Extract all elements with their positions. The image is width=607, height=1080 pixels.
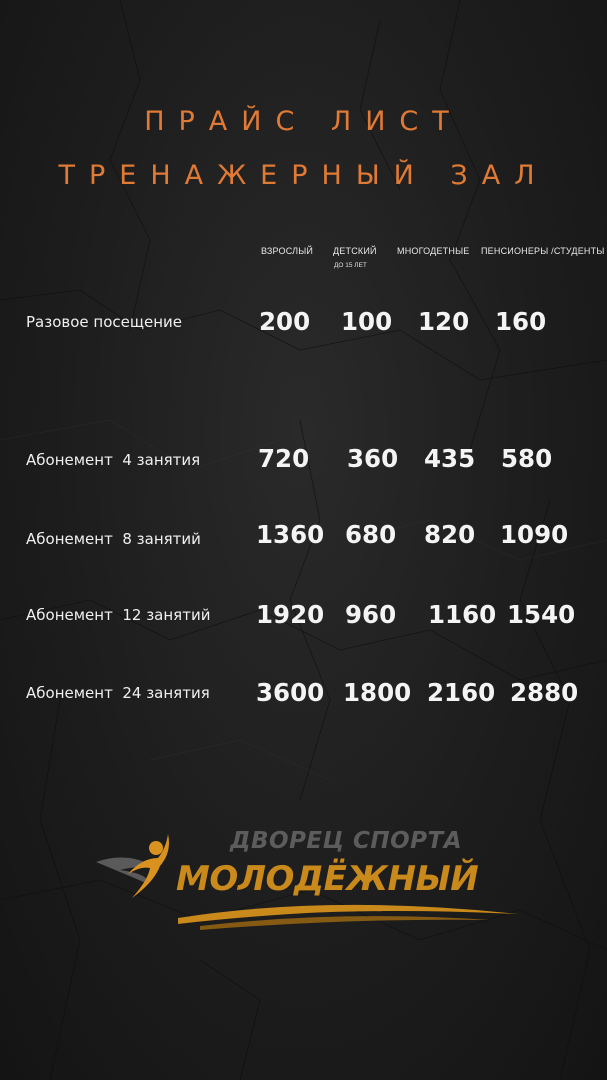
row-label-8-sessions: Абонемент 8 занятий <box>26 530 201 548</box>
price-24-adult: 3600 <box>256 678 325 707</box>
column-header-pensioners-students: ПЕНСИОНЕРЫ /СТУДЕНТЫ <box>481 246 605 256</box>
row-label-single-visit: Разовое посещение <box>26 313 183 331</box>
price-24-pensioner: 2880 <box>510 678 579 707</box>
price-single-adult: 200 <box>259 307 311 336</box>
price-12-pensioner: 1540 <box>507 600 576 629</box>
price-single-large-family: 120 <box>418 307 470 336</box>
title-line-1: ПРАЙС ЛИСТ <box>144 106 463 137</box>
price-24-child: 1800 <box>343 678 412 707</box>
row-label-24-sessions: Абонемент 24 занятия <box>26 684 210 702</box>
column-header-child: ДЕТСКИЙ <box>333 246 377 256</box>
column-header-large-family: МНОГОДЕТНЫЕ <box>397 246 470 256</box>
title-line-2: ТРЕНАЖЕРНЫЙ ЗАЛ <box>58 160 549 191</box>
price-8-adult: 1360 <box>256 520 325 549</box>
column-header-adult: ВЗРОСЛЫЙ <box>261 246 314 256</box>
price-4-adult: 720 <box>258 444 310 473</box>
price-12-child: 960 <box>345 600 397 629</box>
row-label-4-sessions: Абонемент 4 занятия <box>26 451 201 469</box>
logo-top-text: ДВОРЕЦ СПОРТА <box>230 828 463 854</box>
price-4-pensioner: 580 <box>501 444 553 473</box>
row-label-12-sessions: Абонемент 12 занятий <box>26 606 211 624</box>
price-8-child: 680 <box>345 520 397 549</box>
price-single-child: 100 <box>341 307 393 336</box>
price-single-pensioner: 160 <box>495 307 547 336</box>
price-24-large-family: 2160 <box>427 678 496 707</box>
price-4-child: 360 <box>347 444 399 473</box>
column-subheader-child: ДО 15 ЛЕТ <box>334 262 367 269</box>
price-12-large-family: 1160 <box>428 600 497 629</box>
price-4-large-family: 435 <box>424 444 476 473</box>
price-12-adult: 1920 <box>256 600 325 629</box>
price-8-large-family: 820 <box>424 520 476 549</box>
logo-main-text: МОЛОДЁЖНЫЙ <box>176 859 479 899</box>
logo <box>90 822 530 932</box>
price-8-pensioner: 1090 <box>500 520 569 549</box>
